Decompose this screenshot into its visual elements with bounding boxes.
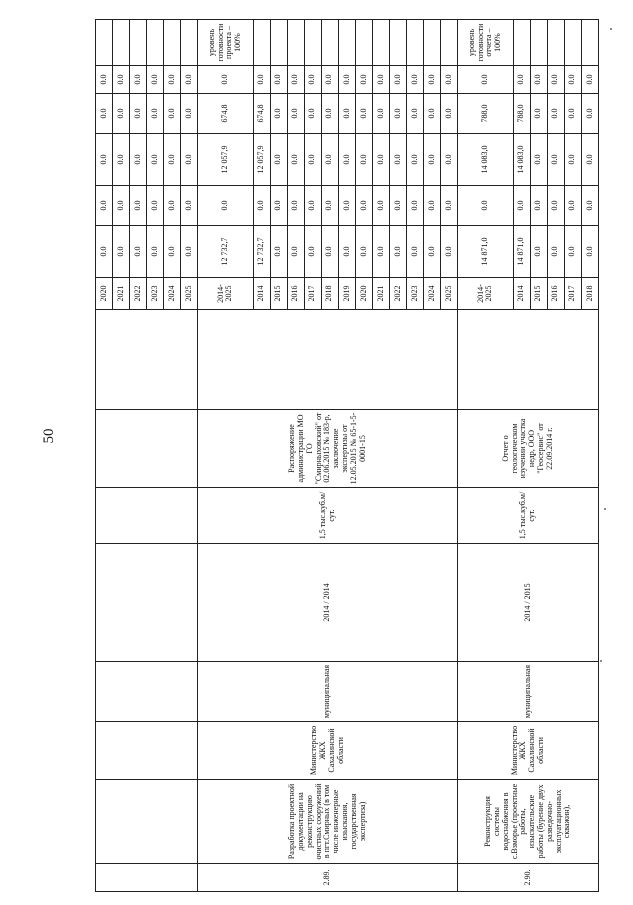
value-cell: 0.0 <box>373 226 390 278</box>
value-cell: 0.0 <box>198 66 253 94</box>
item-name: Разработка проектной документации на реконструкцию очистных сооружений в пгт.Смирных (в том числе инженерные изыскания, государственная экспертиза) <box>198 780 458 864</box>
value-cell: 0.0 <box>181 134 198 186</box>
value-cell: 0.0 <box>130 226 147 278</box>
value-cell: 0.0 <box>304 94 321 134</box>
value-cell: 0.0 <box>564 186 581 226</box>
value-cell: 788,0 <box>458 94 513 134</box>
value-cell: 0.0 <box>96 134 113 186</box>
value-cell: 0.0 <box>147 66 164 94</box>
value-cell: 0.0 <box>147 226 164 278</box>
value-cell: 0.0 <box>530 66 547 94</box>
result-cell <box>441 20 458 66</box>
year-cell: 2020 <box>96 278 113 310</box>
value-cell: 0.0 <box>181 66 198 94</box>
scan-speck <box>604 508 606 510</box>
year-cell: 2024 <box>164 278 181 310</box>
result-cell <box>513 20 530 66</box>
value-cell: 0.0 <box>530 226 547 278</box>
value-cell: 0.0 <box>96 226 113 278</box>
table-row <box>458 20 513 892</box>
value-cell: 0.0 <box>164 94 181 134</box>
value-cell: 0.0 <box>424 134 441 186</box>
item-name-cell <box>96 780 198 864</box>
value-cell: 0.0 <box>130 134 147 186</box>
value-cell: 12 057,9 <box>198 134 253 186</box>
value-cell: 0.0 <box>270 66 287 94</box>
year-cell: 2019 <box>338 278 355 310</box>
value-cell: 0.0 <box>270 186 287 226</box>
result-cell: уровень готовности проекта – 100% <box>198 20 253 66</box>
result-cell <box>181 20 198 66</box>
value-cell: 0.0 <box>338 226 355 278</box>
value-cell: 0.0 <box>390 134 407 186</box>
value-cell: 788,0 <box>513 94 530 134</box>
value-cell: 0.0 <box>164 66 181 94</box>
year-cell: 2014 <box>253 278 270 310</box>
year-cell: 2015 <box>270 278 287 310</box>
value-cell: 0.0 <box>441 134 458 186</box>
year-cell: 2018 <box>321 278 338 310</box>
value-cell: 0.0 <box>373 186 390 226</box>
result-cell <box>390 20 407 66</box>
value-cell: 0.0 <box>338 134 355 186</box>
value-cell: 0.0 <box>164 226 181 278</box>
year-cell: 2023 <box>407 278 424 310</box>
value-cell: 0.0 <box>390 186 407 226</box>
result-cell <box>253 20 270 66</box>
year-cell: 2021 <box>113 278 130 310</box>
value-cell: 0.0 <box>441 186 458 226</box>
value-cell: 0.0 <box>130 186 147 226</box>
value-cell: 0.0 <box>424 226 441 278</box>
item-name: Реконструкция системы водоснабжения в с.Взморье (проектные работы, изыскательские работы (бурение двух разведочно-эксплуатационных скважин), <box>458 780 599 864</box>
period-cell <box>96 544 198 662</box>
year-cell: 2015 <box>530 278 547 310</box>
result-cell <box>581 20 598 66</box>
value-cell: 14 083,0 <box>458 134 513 186</box>
value-cell: 0.0 <box>424 94 441 134</box>
year-cell: 2024 <box>424 278 441 310</box>
value-cell: 0.0 <box>530 94 547 134</box>
ownership-cell <box>96 662 198 722</box>
value-cell: 0.0 <box>581 94 598 134</box>
result-cell <box>270 20 287 66</box>
value-cell: 0.0 <box>564 226 581 278</box>
result-cell <box>96 20 113 66</box>
value-cell: 0.0 <box>113 94 130 134</box>
value-cell: 0.0 <box>547 226 564 278</box>
value-cell: 0.0 <box>181 186 198 226</box>
result-cell <box>164 20 181 66</box>
value-cell: 0.0 <box>113 134 130 186</box>
value-cell: 0.0 <box>441 226 458 278</box>
value-cell: 0.0 <box>530 186 547 226</box>
value-cell: 0.0 <box>373 66 390 94</box>
result-cell <box>373 20 390 66</box>
value-cell: 0.0 <box>355 134 372 186</box>
value-cell: 0.0 <box>287 94 304 134</box>
result-cell <box>321 20 338 66</box>
capacity-cell <box>96 488 198 544</box>
value-cell: 0.0 <box>270 94 287 134</box>
value-cell: 0.0 <box>390 94 407 134</box>
value-cell: 0.0 <box>355 66 372 94</box>
value-cell: 0.0 <box>304 186 321 226</box>
value-cell: 0.0 <box>441 94 458 134</box>
year-cell: 2014 <box>513 278 530 310</box>
item-number: 2.90. <box>458 864 599 892</box>
value-cell: 0.0 <box>355 186 372 226</box>
value-cell: 0.0 <box>373 94 390 134</box>
result-cell <box>113 20 130 66</box>
value-cell: 0.0 <box>424 66 441 94</box>
year-cell: 2020 <box>355 278 372 310</box>
document-cell <box>96 410 198 488</box>
result-cell <box>547 20 564 66</box>
year-cell: 2014-2025 <box>198 278 253 310</box>
value-cell: 0.0 <box>96 66 113 94</box>
value-cell: 0.0 <box>355 226 372 278</box>
value-cell: 0.0 <box>164 186 181 226</box>
value-cell: 12 732,7 <box>198 226 253 278</box>
value-cell: 0.0 <box>181 94 198 134</box>
result-cell <box>304 20 321 66</box>
value-cell: 0.0 <box>458 66 513 94</box>
value-cell: 0.0 <box>147 94 164 134</box>
value-cell: 0.0 <box>338 186 355 226</box>
result-cell <box>424 20 441 66</box>
value-cell: 0.0 <box>581 186 598 226</box>
value-cell: 0.0 <box>564 134 581 186</box>
value-cell: 0.0 <box>321 94 338 134</box>
result-cell: уровень готовности отчета – 100% <box>458 20 513 66</box>
year-cell: 2025 <box>441 278 458 310</box>
value-cell: 0.0 <box>113 66 130 94</box>
table-row <box>198 20 253 892</box>
value-cell: 14 083,0 <box>513 134 530 186</box>
year-cell: 2018 <box>581 278 598 310</box>
value-cell: 0.0 <box>564 66 581 94</box>
value-cell: 0.0 <box>424 186 441 226</box>
value-cell: 0.0 <box>441 66 458 94</box>
year-cell: 2017 <box>564 278 581 310</box>
value-cell: 0.0 <box>373 134 390 186</box>
value-cell: 0.0 <box>338 94 355 134</box>
item-capacity: 1,5 тыс.куб.м/сут. <box>198 488 458 544</box>
blank-cell <box>458 310 599 410</box>
value-cell: 14 871,0 <box>458 226 513 278</box>
scan-speck <box>610 28 612 30</box>
value-cell: 0.0 <box>407 66 424 94</box>
result-cell <box>338 20 355 66</box>
item-period: 2014 / 2014 <box>198 544 458 662</box>
value-cell: 0.0 <box>547 66 564 94</box>
value-cell: 0.0 <box>164 134 181 186</box>
value-cell: 0.0 <box>253 186 270 226</box>
year-cell: 2016 <box>287 278 304 310</box>
value-cell: 0.0 <box>338 66 355 94</box>
value-cell: 12 057,9 <box>253 134 270 186</box>
value-cell: 674,8 <box>253 94 270 134</box>
table-row <box>96 20 113 892</box>
value-cell: 0.0 <box>304 226 321 278</box>
item-period: 2014 / 2015 <box>458 544 599 662</box>
value-cell: 0.0 <box>513 66 530 94</box>
value-cell: 0.0 <box>287 134 304 186</box>
value-cell: 0.0 <box>390 66 407 94</box>
blank-cell <box>198 310 458 410</box>
value-cell: 0.0 <box>287 186 304 226</box>
year-cell: 2021 <box>373 278 390 310</box>
executor-cell <box>96 722 198 780</box>
value-cell: 0.0 <box>564 94 581 134</box>
value-cell: 0.0 <box>530 134 547 186</box>
blank-cell <box>96 310 198 410</box>
value-cell: 0.0 <box>147 134 164 186</box>
value-cell: 0.0 <box>321 186 338 226</box>
year-cell: 2016 <box>547 278 564 310</box>
value-cell: 0.0 <box>547 134 564 186</box>
investment-table-rotated <box>95 20 599 892</box>
item-executor: Министерство ЖКХ Сахалинской области <box>198 722 458 780</box>
value-cell: 0.0 <box>287 226 304 278</box>
result-cell <box>564 20 581 66</box>
value-cell: 0.0 <box>407 94 424 134</box>
value-cell: 0.0 <box>130 66 147 94</box>
result-cell <box>407 20 424 66</box>
value-cell: 0.0 <box>287 66 304 94</box>
value-cell: 0.0 <box>113 226 130 278</box>
value-cell: 0.0 <box>581 226 598 278</box>
item-document: Отчет о геологическом изучении участка недр, ООО "Геосервис" от 22.09.2014 г. <box>458 410 599 488</box>
value-cell: 0.0 <box>96 186 113 226</box>
year-cell: 2022 <box>390 278 407 310</box>
item-executor: Министерство ЖКХ Сахалинской области <box>458 722 599 780</box>
value-cell: 0.0 <box>253 66 270 94</box>
value-cell: 0.0 <box>581 66 598 94</box>
value-cell: 0.0 <box>407 186 424 226</box>
value-cell: 0.0 <box>96 94 113 134</box>
value-cell: 12 732,7 <box>253 226 270 278</box>
value-cell: 0.0 <box>513 186 530 226</box>
item-document: Распоряжение администрации МО ГО "Смирныховский" от 02.06.2015 № 183-р, заключение экспертизы от 12.05.2015 № 65-1-5-0001-15 <box>198 410 458 488</box>
result-cell <box>287 20 304 66</box>
item-number-cell <box>96 864 198 892</box>
result-cell <box>130 20 147 66</box>
value-cell: 14 871,0 <box>513 226 530 278</box>
item-ownership: муниципальная <box>198 662 458 722</box>
year-cell: 2014-2025 <box>458 278 513 310</box>
year-cell: 2017 <box>304 278 321 310</box>
value-cell: 0.0 <box>547 186 564 226</box>
value-cell: 0.0 <box>198 186 253 226</box>
table-body <box>96 20 599 892</box>
year-cell: 2022 <box>130 278 147 310</box>
value-cell: 0.0 <box>321 66 338 94</box>
year-cell: 2025 <box>181 278 198 310</box>
value-cell: 0.0 <box>321 134 338 186</box>
result-cell <box>355 20 372 66</box>
value-cell: 0.0 <box>407 134 424 186</box>
page-number: 50 <box>41 428 57 444</box>
value-cell: 674,8 <box>198 94 253 134</box>
value-cell: 0.0 <box>458 186 513 226</box>
item-number: 2.89. <box>198 864 458 892</box>
value-cell: 0.0 <box>147 186 164 226</box>
item-capacity: 1,5 тыс.куб.м/сут. <box>458 488 599 544</box>
value-cell: 0.0 <box>407 226 424 278</box>
value-cell: 0.0 <box>270 226 287 278</box>
value-cell: 0.0 <box>390 226 407 278</box>
value-cell: 0.0 <box>113 186 130 226</box>
value-cell: 0.0 <box>581 134 598 186</box>
item-ownership: муниципальная <box>458 662 599 722</box>
value-cell: 0.0 <box>304 66 321 94</box>
value-cell: 0.0 <box>270 134 287 186</box>
result-cell <box>530 20 547 66</box>
value-cell: 0.0 <box>547 94 564 134</box>
scan-speck <box>600 660 602 662</box>
year-cell: 2023 <box>147 278 164 310</box>
value-cell: 0.0 <box>321 226 338 278</box>
value-cell: 0.0 <box>130 94 147 134</box>
result-cell <box>147 20 164 66</box>
value-cell: 0.0 <box>304 134 321 186</box>
value-cell: 0.0 <box>181 226 198 278</box>
value-cell: 0.0 <box>355 94 372 134</box>
investment-table <box>95 19 599 892</box>
